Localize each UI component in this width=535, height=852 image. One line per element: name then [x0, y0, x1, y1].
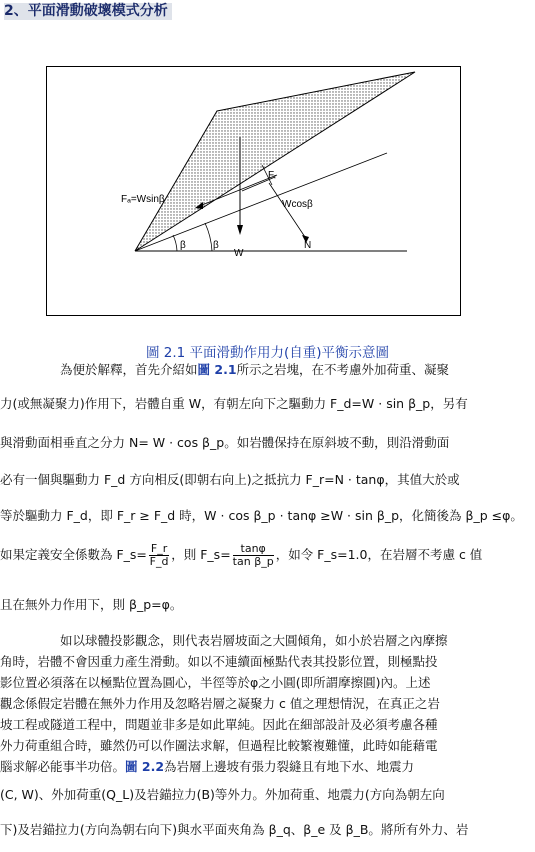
angle-arc-beta-p	[205, 223, 212, 251]
para1-line5: 等於驅動力 F_d，即 F_r ≥ F_d 時，W · cos β_p · tanφ ≥W · sin β_p，化簡後為 β_p ≤φ。	[0, 508, 523, 523]
w-label: W	[234, 248, 244, 259]
para1-line1: 為便於解釋，首先介紹如圖 2.1所示之岩塊，在不考慮外加荷重、凝聚	[60, 362, 450, 377]
figure-caption: 圖 2.1 平面滑動作用力(自重)平衡示意圖	[145, 345, 390, 361]
beta-f-label: β	[180, 240, 186, 251]
wcos-label: Wcosβ	[282, 199, 313, 210]
para1-line7: 且在無外力作用下，則 β_p=φ。	[0, 597, 183, 612]
normal-arrow	[269, 183, 305, 237]
para2-line6: 外力荷重組合時，雖然仍可以作圖法求解，但過程比較繁複難懂，此時如能藉電	[0, 738, 438, 753]
para2-line5: 坡工程或隧道工程中，問題並非多是如此單純。因此在細部設計及必須考慮各種	[0, 717, 438, 732]
para2-line1: 如以球體投影觀念，則代表岩層坡面之大圓傾角，如小於岩層之內摩擦	[60, 633, 448, 648]
fd-label: Fₐ=Wsinβ	[121, 194, 165, 205]
section-heading: 2、平面滑動破壞模式分析	[4, 3, 172, 20]
para2-line2: 角時，岩體不會因重力產生滑動。如以不連續面極點代表其投影位置，則極點投	[0, 654, 438, 669]
figure-plane-sliding	[46, 66, 461, 316]
para2-line7: 腦求解必能事半功倍。圖 2.2為岩層上邊坡有張力裂縫且有地下水、地震力	[0, 759, 415, 774]
beta-p-label: β	[213, 240, 219, 251]
angle-arc-beta-f	[173, 235, 177, 251]
fr-label: Fᵣ	[268, 170, 277, 181]
fraction-tan: $\frac{\tan\varphi}{\text{tan β\_p}}$	[232, 542, 274, 568]
rock-block	[135, 72, 415, 251]
para2-line8: (C, W)、外加荷重(Q_L)及岩錨拉力(B)等外力。外加荷重、地震力(方向為朝左向	[0, 787, 445, 802]
para2-line3: 影位置必須落在以極點位置為圓心，半徑等於φ之小圓(即所謂摩擦圓)內。上述	[0, 675, 431, 690]
para2-line9: 下)及岩錨拉力(方向為朝右向下)與水平面夾角為 β_q、β_e 及 β_B。將所有外力、岩	[0, 822, 469, 837]
para1-line3: 與滑動面相垂直之分力 N= W · cos β_p。如岩體保持在原斜坡不動，則沿滑動面	[0, 435, 450, 450]
para2-line4: 觀念係假定岩體在無外力作用及忽略岩層之凝聚力 c 值之理想情況，在真正之岩	[0, 696, 440, 711]
para1-line2: 力(或無凝聚力)作用下，岩體自重 W，有朝左向下之驅動力 F_d=W · sin β_p，另有	[0, 396, 468, 411]
para1-line4: 必有一個與驅動力 F_d 方向相反(即朝右向上)之抵抗力 F_r=N · tanφ，其值大於或	[0, 472, 460, 487]
fraction-fs: $\frac{F\_r}{F\_d}$	[149, 542, 169, 568]
figure-ref-2-1[interactable]: 圖 2.1	[197, 362, 237, 377]
figure-ref-2-2[interactable]: 圖 2.2	[125, 759, 165, 774]
figure-svg	[47, 67, 462, 317]
n-label: N	[304, 240, 312, 251]
para1-line6: 如果定義安全係數為 F_s= $\frac{F\_r}{F\_d}$ ，則 F_s= $\frac{\tan\varphi}{\text{tan β\_p}}$ ，如令 F_s=1.0，在岩層不考慮 c 值	[0, 542, 483, 568]
